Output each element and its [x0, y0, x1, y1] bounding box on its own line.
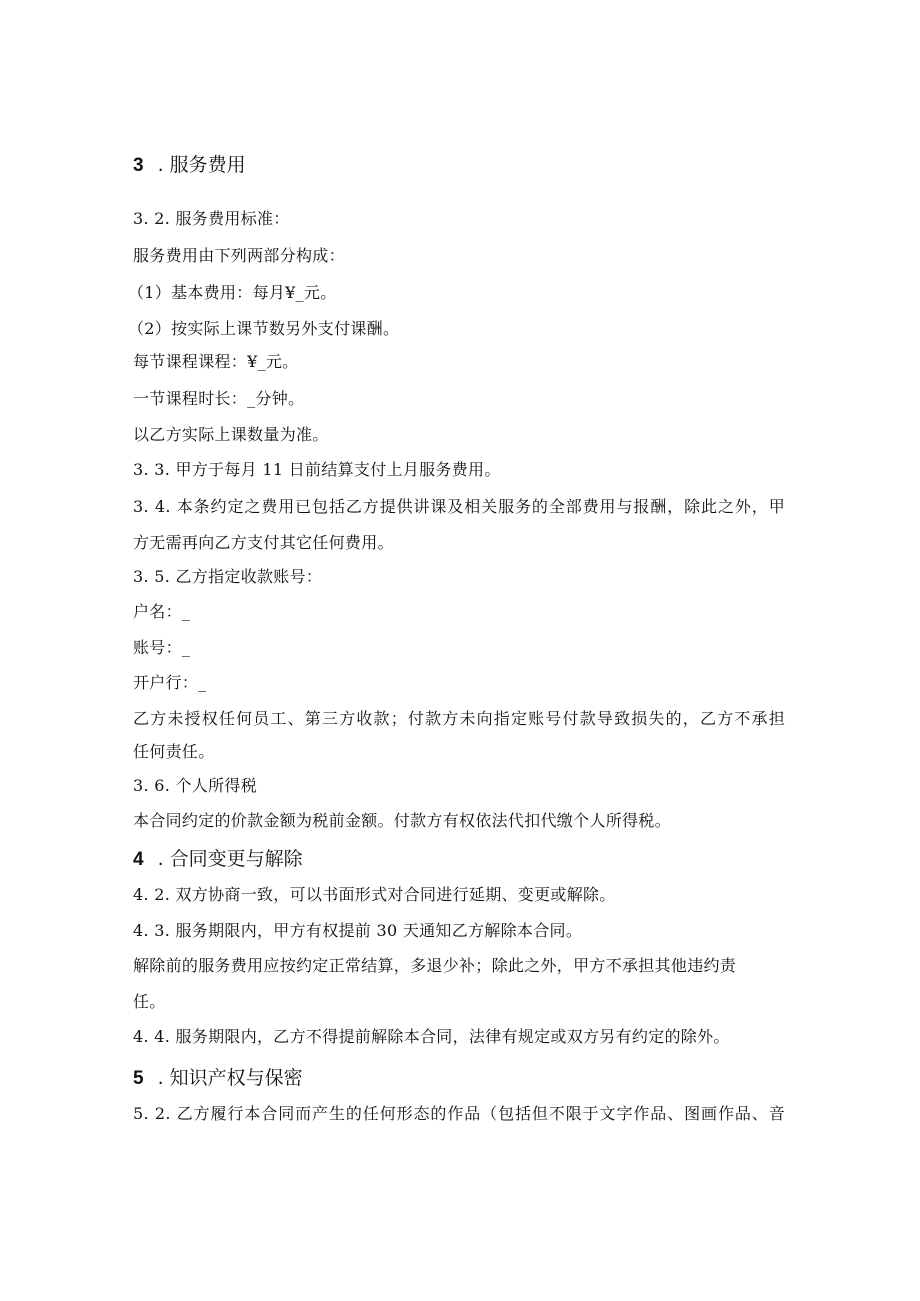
paragraph-text: 一节课程时长：_分钟。: [133, 389, 305, 408]
clause-3-3: 3. 3. 甲方于每月 11 日前结算支付上月服务费用。: [133, 460, 501, 479]
section-4-heading: [133, 847, 303, 872]
section-5-number: 5: [133, 1068, 144, 1089]
clause-5-2: 5. 2. 乙方履行本合同而产生的任何形态的作品（包括但不限于文字作品、图画作品、音: [133, 1104, 785, 1123]
paragraph-text: 以乙方实际上课数量为准。: [133, 425, 329, 444]
section-4-title: . 合同变更与解除: [157, 848, 303, 870]
paragraph-text: 乙方未授权任何员工、第三方收款；付款方未向指定账号付款导致损失的，乙方不承担: [133, 709, 785, 728]
paragraph-text: 任何责任。: [133, 742, 215, 761]
list-item: （2）按实际上课节数另外支付课酬。: [128, 319, 400, 338]
paragraph-text: 解除前的服务费用应按约定正常结算，多退少补；除此之外，甲方不承担其他违约责: [133, 956, 737, 975]
list-item: （1）基本费用：每月¥_元。: [128, 283, 337, 302]
clause-4-3: 4. 3. 服务期限内，甲方有权提前 30 天通知乙方解除本合同。: [133, 921, 583, 940]
section-4-number: 4: [133, 849, 144, 870]
bank-field: 开户行：_: [133, 673, 207, 692]
paragraph-text: 服务费用由下列两部分构成：: [133, 246, 345, 265]
clause-4-4: 4. 4. 服务期限内，乙方不得提前解除本合同，法律有规定或双方另有约定的除外。: [133, 1027, 730, 1046]
clause-3-5: 3. 5. 乙方指定收款账号：: [133, 567, 323, 586]
section-5-title: . 知识产权与保密: [157, 1067, 303, 1089]
clause-4-2: 4. 2. 双方协商一致，可以书面形式对合同进行延期、变更或解除。: [133, 885, 616, 904]
paragraph-text: 方无需再向乙方支付其它任何费用。: [133, 533, 394, 552]
account-number-field: 账号：_: [133, 638, 191, 657]
clause-3-2: 3. 2. 服务费用标准：: [133, 209, 290, 228]
account-name-field: 户名：_: [133, 602, 191, 621]
clause-3-6: 3. 6. 个人所得税: [133, 776, 258, 795]
section-3-title: . 服务费用: [157, 154, 246, 176]
paragraph-text: 任。: [133, 992, 166, 1011]
section-3-number: 3: [133, 155, 144, 176]
clause-3-4: 3. 4. 本条约定之费用已包括乙方提供讲课及相关服务的全部费用与报酬，除此之外，甲: [133, 497, 785, 516]
paragraph-text: 本合同约定的价款金额为税前金额。付款方有权依法代扣代缴个人所得税。: [133, 811, 671, 830]
section-3-heading: [133, 153, 246, 178]
section-5-heading: [133, 1066, 303, 1091]
paragraph-text: 每节课程课程：¥_元。: [133, 352, 299, 371]
